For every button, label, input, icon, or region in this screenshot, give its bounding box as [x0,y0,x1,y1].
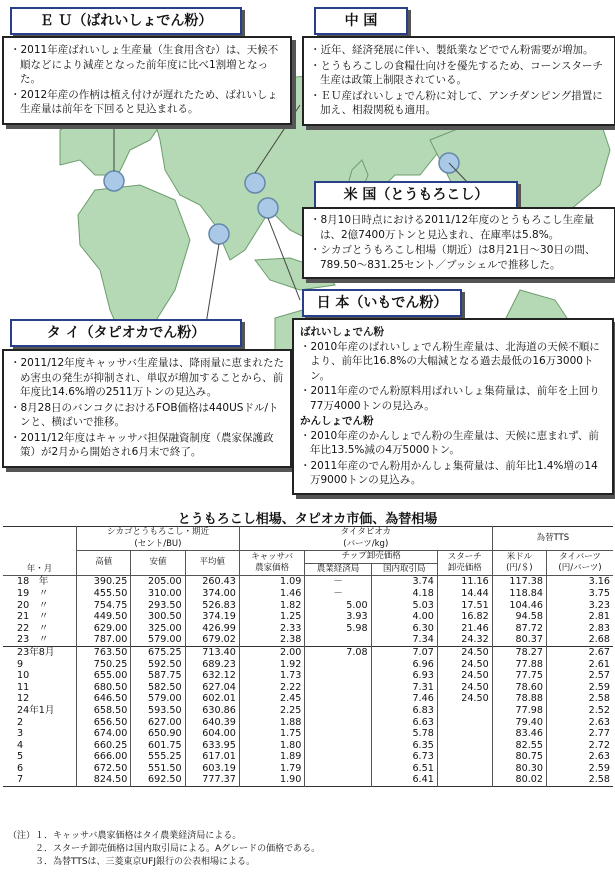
value-cell [305,774,371,786]
value-cell: 7.07 [371,646,437,658]
value-cell: 82.55 [492,740,546,752]
us-item: ・ シカゴとうもろこし相場（期近）は8月21日～30日の間、789.50～831.25セント／ブッシェルで推移した。 [310,243,608,272]
value-cell: 633.95 [185,740,239,752]
value-cell: 2.67 [546,646,613,658]
value-cell: 2.58 [546,693,613,705]
value-cell: 680.50 [77,682,131,694]
value-cell: 7.08 [305,646,371,658]
value-cell: 117.38 [492,576,546,588]
row-label-cell: 7 [17,774,24,786]
value-cell: 3.93 [305,611,371,623]
japan-info-box [292,318,614,495]
value-cell: 7.34 [371,634,437,646]
table-row [3,763,613,775]
value-cell [305,740,371,752]
japan-marker [258,198,278,218]
value-cell: 6.93 [371,670,437,682]
value-cell: 293.50 [131,600,185,612]
us-item: ・ 8月10日時点における2011/12年度のとうもろこし生産量は、2億7400万トンと見込まれ、在庫率は5.8%。 [310,213,608,242]
row-label-cell: 19 〃 [17,587,49,599]
value-cell: 1.46 [239,588,305,600]
value-cell: 2.59 [546,763,613,775]
monthly-rows [3,646,613,786]
japan-sweetpotato-heading: かんしょでん粉 [300,415,374,427]
row-label-cell: 3 [17,728,24,740]
value-cell: 640.39 [185,717,239,729]
value-cell [305,728,371,740]
value-cell: 627.04 [185,682,239,694]
value-cell: 104.46 [492,600,546,612]
value-cell: 2.63 [546,751,613,763]
value-cell: 650.90 [131,728,185,740]
table-row [3,717,613,729]
table-row [3,740,613,752]
value-cell: 6.63 [371,717,437,729]
value-cell: 2.58 [546,774,613,786]
col-header-ym: 年・月 [3,527,77,576]
value-cell: 551.50 [131,763,185,775]
value-cell [305,751,371,763]
value-cell: 1.82 [239,600,305,612]
value-cell: 675.25 [131,646,185,658]
value-cell [437,740,492,752]
china-item: ・ とうもろこしの食糧仕向けを優先するため、コーンスターチ生産は政策上制限されている。 [310,59,608,88]
col-header-chip-b: 国内取引局 [371,563,437,576]
table-row [3,670,613,682]
value-cell: 750.25 [77,659,131,671]
annual-rows [3,576,613,647]
value-cell: 6.73 [371,751,437,763]
table-row [3,611,613,623]
value-cell: 6.41 [371,774,437,786]
value-cell: 3.16 [546,576,613,588]
value-cell: 763.50 [77,646,131,658]
value-cell: 87.72 [492,623,546,635]
japan-sweetpotato-item: ・ 2011年産のでん粉用かんしょ集荷量は、前年比1.4%増の14万9000トンの見込み。 [300,459,606,488]
row-label-cell: 21 〃 [17,611,49,623]
footnote: ３．為替TTSは、三菱東京UFJ銀行の公表相場による。 [8,857,255,867]
value-cell: 617.01 [185,751,239,763]
value-cell: 3.23 [546,600,613,612]
value-cell: － [305,576,371,588]
table-row [3,705,613,717]
value-cell: 656.50 [77,717,131,729]
value-cell: 672.50 [77,763,131,775]
col-header-high: 高値 [77,551,131,576]
value-cell: 80.02 [492,774,546,786]
table-row [3,774,613,786]
value-cell [305,717,371,729]
value-cell: 5.78 [371,728,437,740]
col-header-chip: チップ卸売価格 [305,551,437,564]
value-cell: 2.77 [546,728,613,740]
china-item: ・ ＥＵ産ばれいしょでん粉に対して、アンチダンピング措置に加え、相殺関税も適用。 [310,89,608,118]
table-title: とうもろこし相場、タピオカ市価、為替相場 [177,512,438,527]
value-cell: 2.45 [239,693,305,705]
col-header-chip-a: 農業経済局 [305,563,371,576]
value-cell: 2.63 [546,717,613,729]
value-cell: 2.83 [546,623,613,635]
value-cell: 630.86 [185,705,239,717]
value-cell: 7.31 [371,682,437,694]
value-cell: 300.50 [131,611,185,623]
value-cell: 2.59 [546,682,613,694]
value-cell: 5.03 [371,600,437,612]
row-label-cell: 5 [17,751,24,763]
table-row [3,600,613,612]
value-cell: 16.82 [437,611,492,623]
value-cell: 1.25 [239,611,305,623]
china-marker [245,173,265,193]
value-cell: 24.32 [437,634,492,646]
value-cell: 579.00 [131,693,185,705]
value-cell: 660.25 [77,740,131,752]
value-cell [305,763,371,775]
value-cell: 2.61 [546,659,613,671]
value-cell: 579.00 [131,634,185,646]
row-label-cell: 10 [17,670,30,682]
china-item: ・ 近年、経済発展に伴い、製紙業などででん粉需要が増加。 [310,43,608,58]
thai-marker [209,224,229,244]
value-cell: 2.52 [546,705,613,717]
row-label-cell: 2 [17,716,24,728]
row-label-cell: 11 [17,681,30,693]
value-cell: 6.30 [371,623,437,635]
value-cell: 824.50 [77,774,131,786]
eu-marker [104,171,124,191]
value-cell: 78.88 [492,693,546,705]
value-cell: 7.46 [371,693,437,705]
value-cell: 4.18 [371,588,437,600]
col-header-cassava: キャッサバ 農家価格 [239,551,305,576]
value-cell: 632.12 [185,670,239,682]
value-cell: 602.01 [185,693,239,705]
row-label-cell: 9 [17,658,24,670]
value-cell: 2.72 [546,740,613,752]
value-cell: 24.50 [437,693,492,705]
value-cell: 455.50 [77,588,131,600]
row-label-cell: 4 [17,739,24,751]
value-cell [305,682,371,694]
value-cell [437,751,492,763]
value-cell: 603.19 [185,763,239,775]
value-cell: 374.00 [185,588,239,600]
value-cell: 526.83 [185,600,239,612]
value-cell: 24.50 [437,659,492,671]
col-header-usd: 米ドル (円/＄) [492,551,546,576]
value-cell: 260.43 [185,576,239,588]
value-cell: 4.00 [371,611,437,623]
value-cell [305,634,371,646]
value-cell: 2.25 [239,705,305,717]
value-cell: 3.75 [546,588,613,600]
table-row [3,659,613,671]
col-header-starch: スターチ 卸売価格 [437,551,492,576]
value-cell: 1.09 [239,576,305,588]
value-cell: 655.00 [77,670,131,682]
value-cell: 1.88 [239,717,305,729]
value-cell: 449.50 [77,611,131,623]
row-label-cell: 23年8月 [3,646,77,658]
value-cell: 6.35 [371,740,437,752]
value-cell: 118.84 [492,588,546,600]
col-header-avg: 平均値 [185,551,239,576]
table-row [3,588,613,600]
value-cell: 2.57 [546,670,613,682]
value-cell: 426.99 [185,623,239,635]
value-cell: 5.00 [305,600,371,612]
col-header-baht: タイバーツ (円/バーツ) [546,551,613,576]
table-row [3,576,613,588]
value-cell: 1.89 [239,751,305,763]
value-cell: 754.75 [77,600,131,612]
value-cell: 24.50 [437,682,492,694]
value-cell: 2.68 [546,634,613,646]
row-label-cell: 12 [17,693,30,705]
value-cell: 555.25 [131,751,185,763]
value-cell: 77.75 [492,670,546,682]
table-row [3,728,613,740]
eu-info-box [2,36,292,125]
japan-potato-heading: ばれいしょでん粉 [300,326,384,338]
value-cell: 6.83 [371,705,437,717]
value-cell: 1.75 [239,728,305,740]
value-cell: 713.40 [185,646,239,658]
price-table [3,526,613,787]
thai-item: ・ 2011/12年度キャッサバ生産量は、降雨量に恵まれたため害虫の発生が抑制され、単収が増加することから、前年度比14.6%増の2511万トンの見込み。 [10,356,284,400]
value-cell: 1.90 [239,774,305,786]
col-header-fx: 為替TTS [492,527,613,551]
japan-title: 日 本（いもでん粉） [302,289,462,317]
table-row [3,682,613,694]
footnote: ２．スターチ卸売価格は国内取引局による。Aグレードの価格である。 [8,844,321,854]
value-cell [437,774,492,786]
thai-connector [205,244,219,330]
eu-item: ・ 2012年産の作柄は植え付けが遅れたため、ばれいしょ生産量は前年を下回ると見込まれる。 [10,88,284,117]
row-label-cell: 18 年 [17,576,49,588]
value-cell: 587.75 [131,670,185,682]
value-cell: 2.38 [239,634,305,646]
value-cell: 629.00 [77,623,131,635]
value-cell: 674.00 [77,728,131,740]
value-cell: 17.51 [437,600,492,612]
value-cell: 94.58 [492,611,546,623]
value-cell: 679.02 [185,634,239,646]
value-cell: 592.50 [131,659,185,671]
footnotes [8,830,320,869]
value-cell: 777.37 [185,774,239,786]
value-cell: 1.80 [239,740,305,752]
value-cell: 24.50 [437,646,492,658]
japan-potato-item: ・ 2011年産のでん粉原料用ばれいしょ集荷量は、前年を上回り77万4000トンの見込み。 [300,384,606,413]
col-header-low: 安値 [131,551,185,576]
value-cell: 24.50 [437,670,492,682]
value-cell [437,728,492,740]
value-cell: 1.92 [239,659,305,671]
japan-sweetpotato-item: ・ 2010年産のかんしょでん粉の生産量は、天候に恵まれず、前年比13.5%減の4万5000トン。 [300,429,606,458]
value-cell [437,717,492,729]
table-row [3,693,613,705]
row-label-cell: 22 〃 [17,622,49,634]
value-cell: 6.96 [371,659,437,671]
value-cell: 374.19 [185,611,239,623]
value-cell: 77.98 [492,705,546,717]
value-cell: 692.50 [131,774,185,786]
row-label-cell: 6 [17,762,24,774]
value-cell: 601.75 [131,740,185,752]
table-row [3,623,613,635]
china-title: 中 国 [314,7,408,35]
value-cell: 80.75 [492,751,546,763]
china-info-box [302,36,615,126]
value-cell: 80.30 [492,763,546,775]
us-title: 米 国（とうもろこし） [314,181,518,209]
thai-info-box [2,349,292,468]
eu-title: Ｅ Ｕ（ばれいしょでん粉） [10,7,242,35]
value-cell: 1.73 [239,670,305,682]
value-cell: 14.44 [437,588,492,600]
value-cell: 787.00 [77,634,131,646]
value-cell: 593.50 [131,705,185,717]
value-cell: 79.40 [492,717,546,729]
value-cell: 78.60 [492,682,546,694]
value-cell: 21.46 [437,623,492,635]
japan-potato-item: ・ 2010年産のばれいしょでん粉生産量は、北海道の天候不順により、前年比16.8%の大幅減となる過去最低の16万3000トン。 [300,340,606,384]
col-header-tapioca: タイタピオカ (バーツ/kg) [239,527,492,551]
value-cell: 78.27 [492,646,546,658]
row-label-cell: 20 〃 [17,599,49,611]
value-cell [305,705,371,717]
thai-item: ・ 8月28日のバンコクにおけるFOB価格は440USドル/トンと、横ばいで推移。 [10,401,284,430]
value-cell: 205.00 [131,576,185,588]
value-cell: 2.33 [239,623,305,635]
value-cell [305,659,371,671]
thai-item: ・ 2011/12年度はキャッサバ担保融資制度（農家保護政策）が2月から開始され6月末で終了。 [10,431,284,460]
table-row [3,646,613,658]
value-cell: 627.00 [131,717,185,729]
table-row [3,634,613,646]
footnote: （注）１．キャッサバ農家価格はタイ農業経済局による。 [8,831,242,841]
value-cell: 77.88 [492,659,546,671]
value-cell: 666.00 [77,751,131,763]
value-cell: 582.50 [131,682,185,694]
value-cell [305,693,371,705]
value-cell: 2.81 [546,611,613,623]
value-cell [437,763,492,775]
value-cell: 658.50 [77,705,131,717]
value-cell: 5.98 [305,623,371,635]
value-cell: 3.74 [371,576,437,588]
value-cell: 83.46 [492,728,546,740]
value-cell: 6.51 [371,763,437,775]
value-cell: － [305,588,371,600]
value-cell: 646.50 [77,693,131,705]
thai-title: タ イ（タピオカでん粉） [10,319,242,347]
value-cell: 1.79 [239,763,305,775]
value-cell [437,705,492,717]
row-label-cell: 23 〃 [17,634,49,646]
value-cell: 689.23 [185,659,239,671]
value-cell: 2.22 [239,682,305,694]
value-cell: 80.37 [492,634,546,646]
eu-item: ・ 2011年産ばれいしょ生産量（生食用含む）は、天候不順などにより減産となった前年度に比べ1割増となった。 [10,43,284,87]
value-cell: 604.00 [185,728,239,740]
us-info-box [302,207,615,279]
value-cell: 11.16 [437,576,492,588]
value-cell: 390.25 [77,576,131,588]
table-row [3,751,613,763]
row-label-cell: 24年1月 [17,704,55,716]
col-header-chicago: シカゴとうもろこし・期近 (セント/BU) [77,527,240,551]
value-cell: 310.00 [131,588,185,600]
value-cell: 2.00 [239,646,305,658]
value-cell [305,670,371,682]
value-cell: 325.00 [131,623,185,635]
